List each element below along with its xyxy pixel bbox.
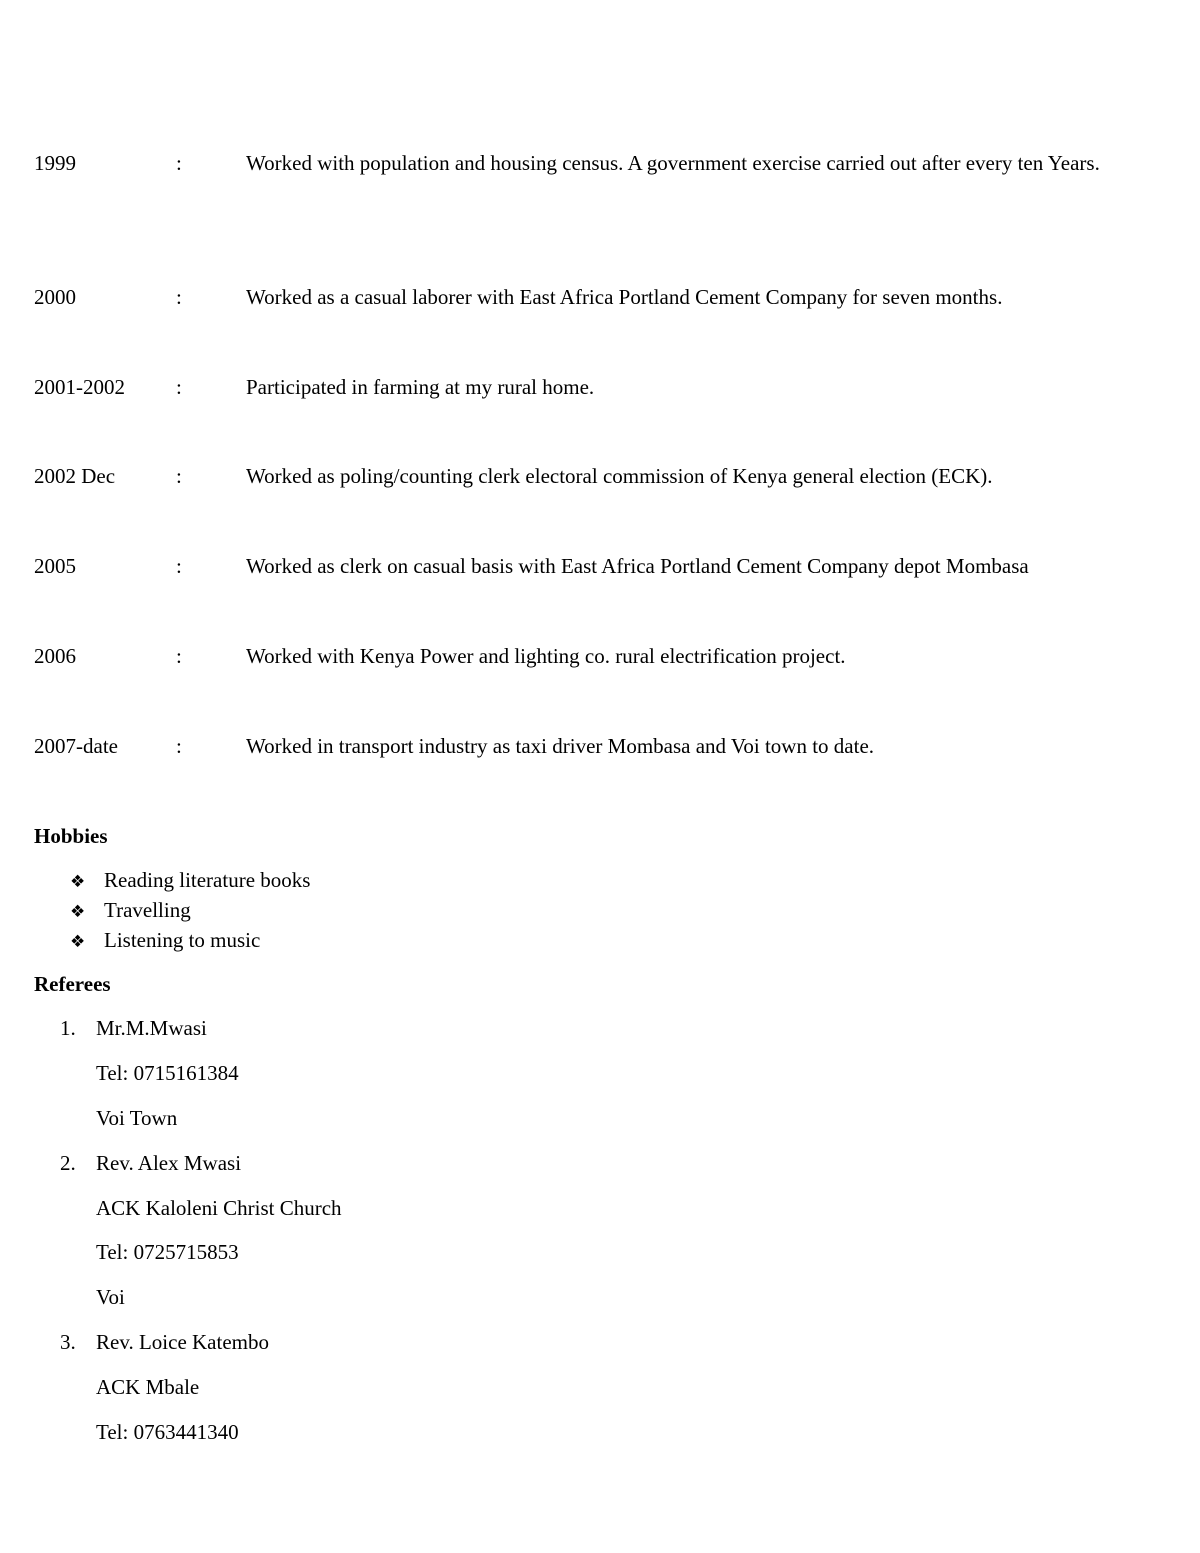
experience-description: Worked as clerk on casual basis with East Africa Portland Cement Company depot Mombasa [246,554,1029,578]
referee-organization: ACK Mbale [96,1375,200,1399]
experience-year: 2007-date [34,734,118,758]
experience-separator: : [176,151,182,175]
experience-description: Participated in farming at my rural home. [246,375,595,399]
hobbies-heading: Hobbies [34,824,108,848]
referee-phone: Tel: 0715161384 [96,1061,239,1085]
experience-separator: : [176,375,182,399]
referees-heading: Referees [34,972,111,996]
experience-description: Worked with population and housing census. A government exercise carried out after every ten Years. [246,151,1100,175]
referee-name: Mr.M.Mwasi [96,1016,207,1040]
referee-number: 3. [60,1330,76,1354]
diamond-bullet-icon: ❖ [70,872,86,892]
referee-location: Voi Town [96,1106,178,1130]
hobby-item [70,925,260,957]
experience-description: Worked in transport industry as taxi driver Mombasa and Voi town to date. [246,734,875,758]
experience-description: Worked as poling/counting clerk electoral commission of Kenya general election (ECK). [246,464,993,488]
referee-phone: Tel: 0763441340 [96,1420,239,1444]
experience-year: 2005 [34,554,76,578]
experience-year: 2002 Dec [34,464,116,488]
experience-separator: : [176,285,182,309]
referee-number: 2. [60,1151,76,1175]
experience-separator: : [176,644,182,668]
hobby-label: Listening to music [104,928,261,952]
experience-separator: : [176,734,182,758]
referee-name: Rev. Loice Katembo [96,1330,269,1354]
experience-description: Worked with Kenya Power and lighting co. rural electrification project. [246,644,846,668]
experience-description: Worked as a casual laborer with East Africa Portland Cement Company for seven months. [246,285,1003,309]
experience-separator: : [176,554,182,578]
diamond-bullet-icon: ❖ [70,902,86,922]
referee-phone: Tel: 0725715853 [96,1240,239,1264]
diamond-bullet-icon: ❖ [70,932,86,952]
referee-organization: ACK Kaloleni Christ Church [96,1196,342,1220]
hobby-item [70,895,191,927]
experience-year: 2001-2002 [34,375,125,399]
experience-year: 1999 [34,151,76,175]
experience-separator: : [176,464,182,488]
hobby-item [70,865,310,897]
hobby-label: Travelling [104,898,191,922]
experience-year: 2006 [34,644,76,668]
referee-number: 1. [60,1016,76,1040]
experience-year: 2000 [34,285,76,309]
hobby-label: Reading literature books [104,868,311,892]
referee-name: Rev. Alex Mwasi [96,1151,242,1175]
referee-location: Voi [96,1285,125,1309]
